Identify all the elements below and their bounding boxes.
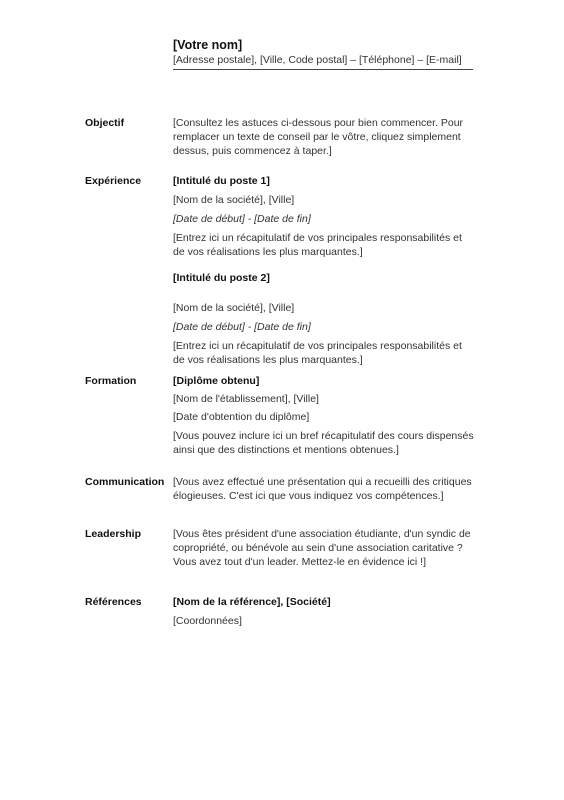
reference-separator: ,: [280, 596, 287, 608]
resume-contact-line[interactable]: [Adresse postale], [Ville, Code postal] – [Téléphone] – [E-mail]: [173, 54, 462, 66]
section-content-formation: [173, 374, 475, 457]
section-label-leadership: Leadership: [85, 528, 142, 540]
reference-contact[interactable]: [Coordonnées]: [173, 615, 242, 627]
job-company[interactable]: [Nom de la société], [Ville]: [173, 302, 295, 314]
degree-date[interactable]: [Date d'obtention du diplôme]: [173, 411, 310, 423]
job-dates[interactable]: [Date de début] - [Date de fin]: [173, 213, 311, 225]
job-title[interactable]: [Intitulé du poste 1]: [173, 175, 270, 187]
reference-name[interactable]: [Nom de la référence]: [173, 596, 281, 608]
leadership-text[interactable]: [Vous êtes président d'une association étudiante, d'un syndic de copropriété, ou bénévole au sein d'une association caritative ? Vous avez tout d'un leader. Mettez-le en évidence ici !]: [173, 528, 471, 568]
section-content-leadership: [173, 527, 475, 569]
objectif-text[interactable]: [Consultez les astuces ci-dessous pour bien commencer. Pour remplacer un texte de conseil par le vôtre, cliquez simplement dessus, puis commencez à taper.]: [173, 117, 464, 157]
school-name[interactable]: [Nom de l'établissement], [Ville]: [173, 393, 319, 405]
section-content-references: [173, 595, 475, 628]
section-label-communication: Communication: [85, 476, 165, 488]
job-summary[interactable]: [Entrez ici un récapitulatif de vos principales responsabilités et de vos réalisations les plus marquantes.]: [173, 232, 462, 258]
section-label-formation: Formation: [85, 375, 137, 387]
job-company[interactable]: [Nom de la société], [Ville]: [173, 194, 295, 206]
resume-name[interactable]: [Votre nom]: [173, 38, 243, 52]
section-content-experience: [173, 174, 475, 367]
reference-line: [173, 595, 475, 609]
communication-text[interactable]: [Vous avez effectué une présentation qui a recueilli des critiques élogieuses. C'est ici que vous indiquez vos compétences.]: [173, 476, 472, 502]
formation-summary[interactable]: [Vous pouvez inclure ici un bref récapitulatif des cours dispensés ainsi que des distinctions et mentions obtenues.]: [173, 430, 474, 456]
section-label-objectif: Objectif: [85, 117, 125, 129]
resume-header: [173, 37, 473, 70]
job-dates[interactable]: [Date de début] - [Date de fin]: [173, 321, 311, 333]
reference-company[interactable]: [Société]: [286, 596, 331, 608]
job-title[interactable]: [Intitulé du poste 2]: [173, 272, 270, 284]
degree-title[interactable]: [Diplôme obtenu]: [173, 375, 260, 387]
header-divider: [173, 69, 473, 70]
section-content-objectif: [173, 116, 475, 158]
section-content-communication: [173, 475, 475, 503]
job-summary[interactable]: [Entrez ici un récapitulatif de vos principales responsabilités et de vos réalisations les plus marquantes.]: [173, 340, 462, 366]
section-label-experience: Expérience: [85, 175, 142, 187]
section-label-references: Références: [85, 596, 142, 608]
